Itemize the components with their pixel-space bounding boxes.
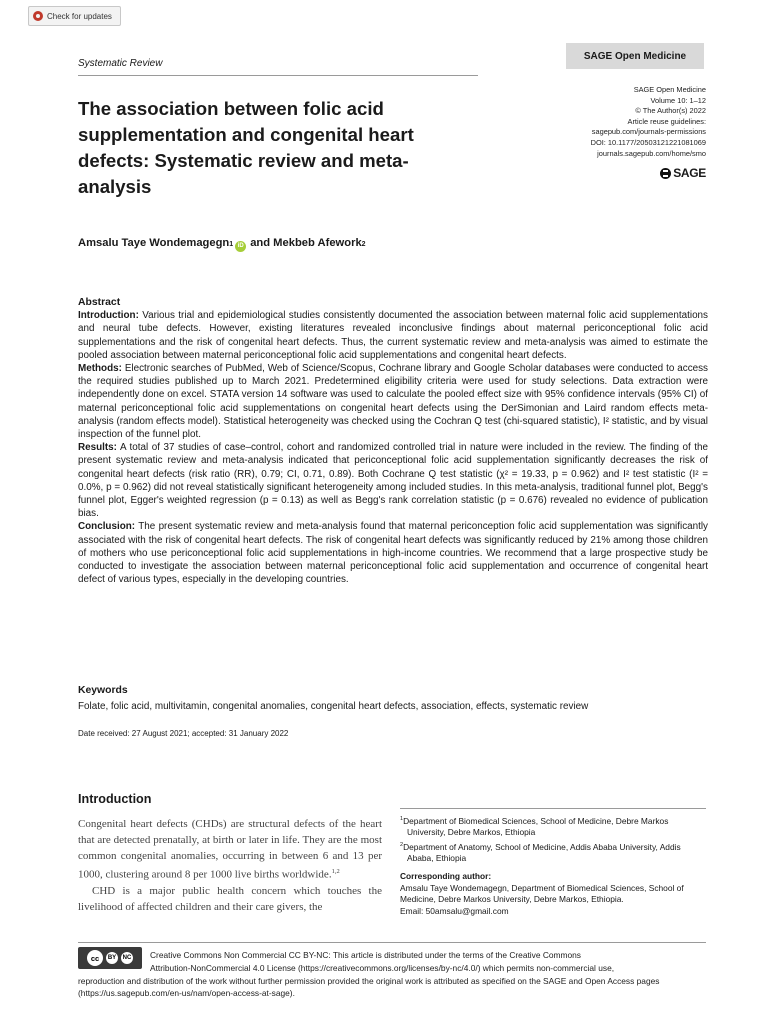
abstract-label: Conclusion: [78,521,136,533]
license-line-2: Attribution-NonCommercial 4.0 License (https://creativecommons.org/licenses/by-nc/4.0/) which permits non-commercial use, [150,962,615,973]
intro-text: Congenital heart defects (CHDs) are structural defects of the heart that are detected prenatally, at birth or later in life. They are the most common congenital anomalies, occurring in between 6 and 13 per 1000, clustering around 8 per 1000 live births worldwide. [78,818,382,882]
author-1: Amsalu Taye Wondemagegn [78,237,230,249]
affiliation-number: 2 [400,841,404,848]
affiliation-text: Department of Biomedical Sciences, School of Medicine, Debre Markos University, Debre Markos, Ethiopia [403,815,669,838]
author-list [78,237,366,251]
meta-permissions-link[interactable]: sagepub.com/journals-permissions [591,127,706,137]
abstract-text: Various trial and epidemiological studies consistently documented the association between maternal folic acid supplementations and neural tube defects. However, existing literatures revealed inconclusive findings about maternal periconceptional folic acid supplementations and the risk of congenital heart defects. Thus, the current systematic review and meta-analysis was aimed to estimate the pooled association between maternal periconceptional folic acid supplementations and congenital heart defects. [78,310,708,361]
keywords-heading: Keywords [78,685,128,696]
meta-journal-link[interactable]: journals.sagepub.com/home/smo [597,148,706,158]
keywords-list: Folate, folic acid, multivitamin, congenital anomalies, congenital heart defects, association, effects, systematic review [78,701,589,712]
article-title: The association between folic acid supplementation and congenital heart defects: Systematic review and meta-analysis [78,98,414,197]
check-updates-label: Check for updates [47,11,112,21]
abstract-heading: Abstract [78,297,121,308]
affiliation-item [400,840,706,865]
intro-paragraph [78,817,382,884]
introduction-heading: Introduction [78,792,152,806]
license-line-rest: reproduction and distribution of the work without further permission provided the original work is attributed as specified on the SAGE and Open Access pages (https://us.sagepub.com/en-us/nam/open-access-at-sage). [78,975,660,999]
abstract-results [78,441,708,520]
date-received: Date received: 27 August 2021; accepted: 31 January 2022 [78,729,289,738]
abstract-text: The present systematic review and meta-analysis found that maternal periconception folic acid supplementation was significantly associated with the risk of congenital heart defects. The risk of congenital heart defects was significantly reduced by 21% among those children of mothers who use periconceptional folic acid supplementations in high-income countries. We recommend that a large prospective study be conducted to investigate the association between maternal periconceptional folic acid supplementation and occurrence of congenital heart defect of various types, especially in the developing countries. [78,521,708,586]
license-divider [78,942,706,943]
journal-meta [540,85,706,159]
abstract-methods [78,362,708,441]
introduction-body [78,817,382,915]
meta-doi[interactable]: DOI: 10.1177/20503121221081069 [590,137,706,147]
orcid-icon[interactable]: iD [235,241,246,252]
affiliation-number: 1 [400,816,404,822]
affiliation-divider [400,808,706,809]
corresponding-text: Amsalu Taye Wondemagegn, Department of Biomedical Sciences, School of Medicine, Debre Markos University, Debre Markos, Ethiopia. [400,882,684,905]
meta-journal: SAGE Open Medicine [633,85,706,94]
sage-logo-text: SAGE [673,166,706,180]
meta-volume: Volume 10: 1–12 [650,95,706,105]
abstract-text: Electronic searches of PubMed, Web of Science/Scopus, Cochrane library and Google Scholar databases were conducted to access the required studies published up to March 2021. Predetermined eligibility criteria were used for study selections. Data extraction were independently done on excel. STATA version 14 software was used to calculate the pooled effect size with 95% confidence intervals (95% CI) of maternal periconceptional folic acid supplementations on congenital heart defects using the DerSimonian and Laird random effects meta-analysis (random effects model). Statistical heterogeneity was checked using the Cochran Q test (chi-squared statistic), I² statistic, and by visual inspection of the funnel plot. [78,363,708,441]
corresponding-email[interactable]: Email: 50amsalu@gmail.com [400,905,509,916]
author-2: and Mekbeb Afework [250,237,362,249]
abstract-text: A total of 37 studies of case–control, cohort and randomized controlled trial in nature were included in the review. The finding of the present systematic review and meta-analysis indicated that periconceptional folic acid supplementation significantly decreases the risk of congenital heart defects (risk ratio (RR), 0.79; CI, 0.71, 0.89). Both Cochrane Q test statistic (χ² = 19.33, p = 0.962) and I² test statistic (I² = 0.0%, p = 0.962) did not reveal statistically significant heterogeneity among included studies. In this meta-analysis, traditional funnel plot, Begg's funnel plot, Egger's weighted regression (p = 0.13) as well as Begg's rank correlation statistic (p = 0.676) revealed no evidence of publication bias. [78,442,708,520]
check-updates-icon [33,11,43,21]
author-2-affiliation: 2 [361,241,366,248]
license-text [78,949,706,1000]
intro-paragraph: CHD is a major public health concern which touches the livelihood of affected children and their care givers, the [78,884,382,913]
nc-icon: NC [121,952,133,964]
abstract-introduction [78,309,708,362]
by-icon: BY [106,952,118,964]
cc-icon: cc [87,950,103,966]
journal-badge: SAGE Open Medicine [566,43,704,69]
intro-citation[interactable]: 1,2 [331,868,340,876]
license-line-1: Creative Commons Non Commercial CC BY-NC: This article is distributed under the terms of the Creative Commons [150,950,581,960]
sage-mark-icon [660,168,671,179]
abstract-conclusion [78,520,708,586]
meta-copyright: © The Author(s) 2022 [635,106,706,116]
abstract [78,296,708,586]
abstract-label: Introduction: [78,310,139,322]
check-for-updates-button[interactable] [28,6,121,26]
affiliation-item [400,814,706,839]
corresponding-heading: Corresponding author: [400,870,492,881]
abstract-label: Methods: [78,363,122,375]
affiliations [400,814,706,917]
meta-reuse: Article reuse guidelines: [627,116,706,126]
abstract-label: Results: [78,442,117,454]
article-type: Systematic Review [78,58,163,69]
header-divider [78,75,478,76]
author-1-affiliation: 1 [229,241,234,248]
affiliation-text: Department of Anatomy, School of Medicine, Addis Ababa University, Addis Ababa, Ethiopia [403,841,681,864]
sage-logo [640,166,706,180]
